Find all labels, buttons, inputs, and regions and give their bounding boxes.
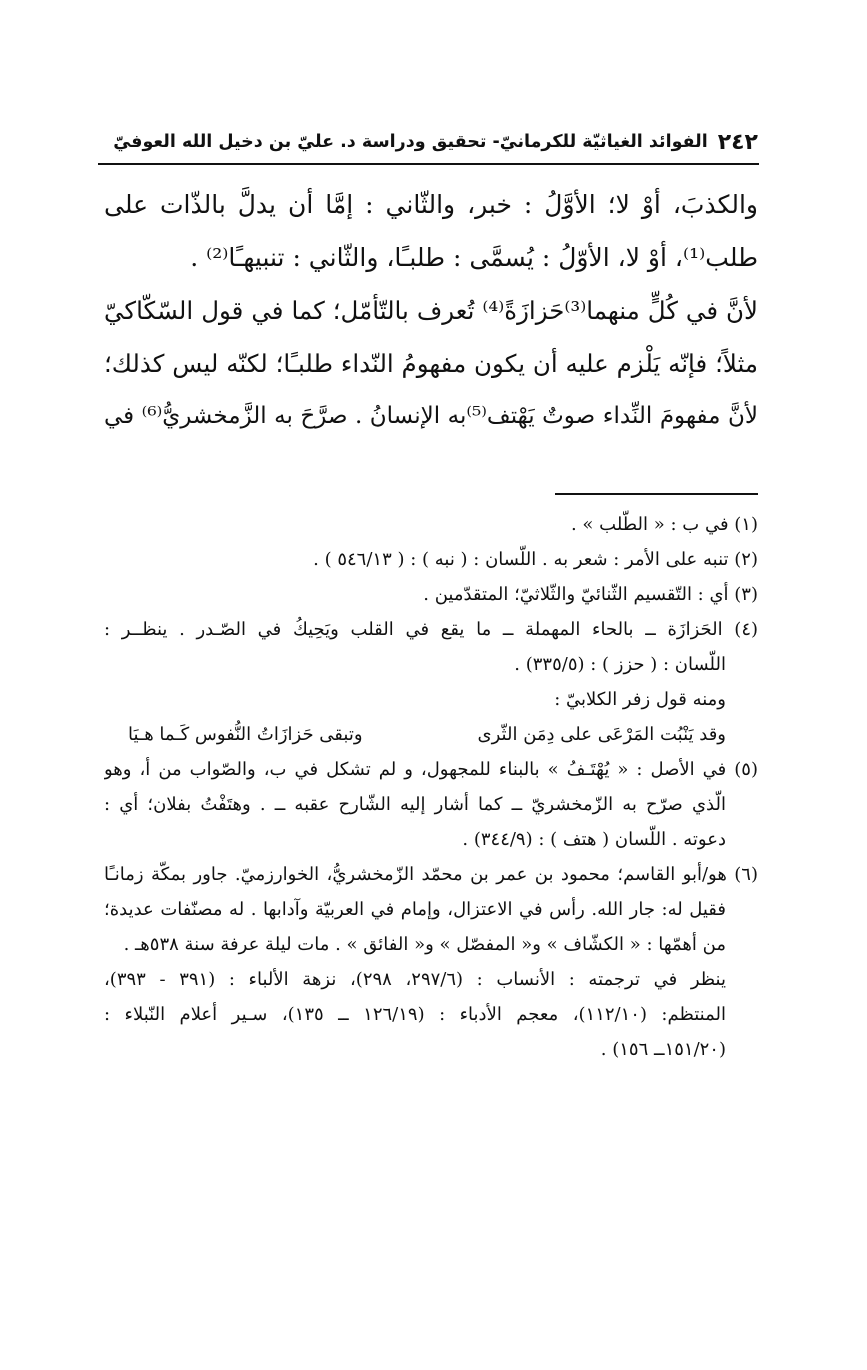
footnote-6-line-5: المنتظم: (١١٢/١٠)، معجم الأدباء : (١٢٦/١٩ ــ ١٣٥)، سـير أعلام النّبلاء : (104, 1004, 726, 1025)
verse-first-hemistich: وقد يَنْبُت المَرْعَى على دِمَن الثّرى (477, 724, 726, 745)
footnote-4-verse (104, 717, 758, 752)
footnote-6-line-2: فقيل له: جار الله. رأس في الاعتزال، وإمام في العربيّة وآدابها . له مصنّفات عديدة؛ (104, 899, 726, 920)
footnote-5-line-3: دعوته . اللّسان ( هتف ) : (٣٤٤/٩) . (462, 829, 726, 850)
footnote-6-line-1: (٦) هو/أبو القاسم؛ محمود بن عمر بن محمّد الزّمخشريُّ، الخوارزميّ. جاور بمكّة زمانـًا (104, 864, 758, 885)
main-line-2: طلب⁽¹⁾، أوْ لا، الأوّلُ : يُسمَّى : طلبـًا، والثّاني : تنبيهـًا⁽²⁾ . (190, 243, 758, 272)
footnote-2: (٢) تنبه على الأمر : شعر به . اللّسان : ( نبه ) : ( ٥٤٦/١٣ ) . (313, 549, 758, 570)
footnotes-block (104, 507, 758, 1067)
footnote-1: (١) في ب : « الطّلب » . (570, 514, 758, 535)
footnote-3: (٣) أي : التّقسيم الثّنائيّ والثّلاثيّ؛ المتقدّمين . (423, 584, 758, 605)
footnote-6-line-4: ينظر في ترجمته : الأنساب : (٢٩٧/٦، ٢٩٨)، نزهة الألباء : (٣٩١ - ٣٩٣)، (104, 969, 726, 990)
main-line-5: لأنَّ مفهومَ النِّداء صوتٌ يَهْتف⁽⁵⁾به الإنسانُ . صرَّحَ به الزَّمخشريُّ⁽⁶⁾ في (104, 403, 758, 429)
main-line-4: مثلاً؛ فإنّه يَلْزم عليه أن يكون مفهومُ النّداء طلبـًا؛ لكنّه ليس كذلك؛ (104, 349, 758, 378)
main-line-3: لأنَّ في كُلٍّ منهما⁽³⁾حَزازَةً⁽⁴⁾ تُعرف بالتّأمّل؛ كما في قول السّكّاكيّ (104, 296, 758, 325)
footnote-4-line-1: (٤) الحَزازَة ــ بالحاء المهملة ــ ما يقع في القلب ويَحِيكُ في الصّـدر . ينظــر : (104, 619, 758, 640)
verse-second-hemistich: وتبقى حَزازَاتُ النُّفوس كَـما هـيَا (128, 724, 363, 745)
main-text-block (104, 178, 758, 443)
running-title: الفوائد الغياثيّة للكرمانيّ- تحقيق ودراسة د. عليّ بن دخيل الله العوفيّ (113, 132, 708, 152)
footnote-5-line-1: (٥) في الأصل : « يُهْتَـفُ » بالبناء للمجهول، و لم تشكل في ب، والصّواب من أ، وهو (104, 759, 758, 780)
page-number: ٢٤٢ (717, 129, 758, 155)
main-line-1: والكذبَ، أوْ لا؛ الأوَّلُ : خبر، والثّاني : إمَّا أن يدلَّ بالذّات على (104, 190, 758, 219)
footnote-6-line-3: من أهمّها : « الكشّاف » و« المفصّل » و« الفائق » . مات ليلة عرفة سنة ٥٣٨هـ . (123, 934, 726, 955)
header-rule (98, 163, 759, 165)
footnote-4-line-3: ومنه قول زفر الكلابيّ : (554, 689, 726, 710)
footnote-6-line-6: (١٥١/٢٠ــ ١٥٦) . (600, 1039, 726, 1060)
footnote-separator (555, 493, 758, 495)
running-header (100, 124, 758, 160)
footnote-4-line-2: اللّسان : ( حزز ) : (٣٣٥/٥) . (514, 654, 726, 675)
footnote-5-line-2: الّذي صرّح به الزّمخشريّ ــ كما أشار إليه الشّارح عقبه ــ . وهتَفْتُ بفلان؛ أي : (104, 794, 726, 815)
